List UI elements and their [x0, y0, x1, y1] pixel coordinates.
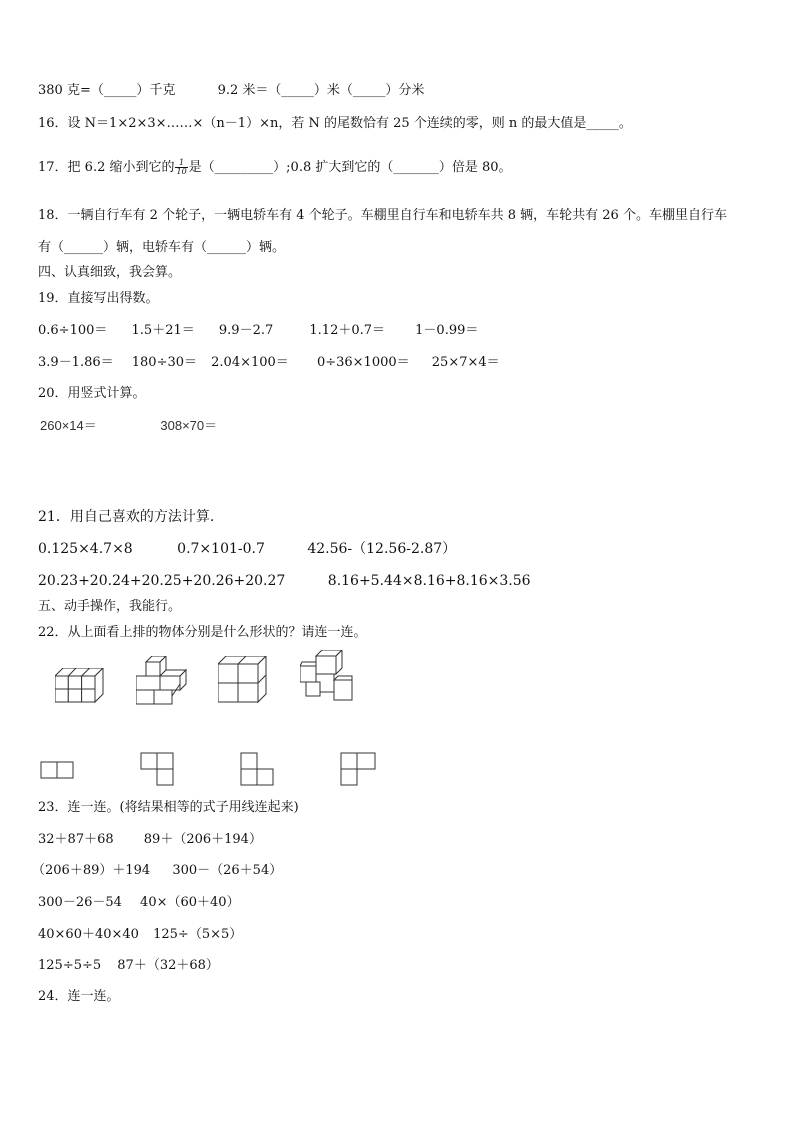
q23-right: 300－（26＋54）: [172, 863, 283, 878]
fraction-numerator: 1: [175, 159, 187, 168]
q23-left: （206＋89）＋194: [32, 863, 151, 878]
q23-right: 40×（60＋40）: [140, 895, 240, 910]
q16-line: 16．设 N＝1×2×3×……×（n－1）×n，若 N 的尾数恰有 25 个连续的零，则 n 的最大值是_____。: [38, 116, 632, 131]
q23-right: 87＋（32＋68）: [117, 958, 219, 973]
q19-item: 2.04×100＝: [211, 355, 289, 370]
cube-figure-4-shape: [300, 650, 352, 700]
q20-title: 20．用竖式计算。: [38, 386, 146, 401]
q19-item: 1－0.99＝: [415, 323, 479, 338]
q19-item: 1.5＋21＝: [131, 323, 195, 338]
q23-left: 40×60＋40×40: [38, 927, 139, 942]
q21-item: 0.125×4.7×8: [38, 541, 133, 557]
q22-title: 22．从上面看上排的物体分别是什么形状的？请连一连。: [38, 625, 367, 640]
cube-figure-2: [136, 656, 188, 706]
q15-part-a: 380 克=（_____）千克: [38, 83, 176, 98]
q23-right: 125÷（5×5）: [153, 927, 243, 942]
q23-left: 300－26－54: [38, 895, 122, 910]
q21-row-1: [38, 540, 456, 558]
q23-left: 125÷5÷5: [38, 958, 102, 973]
q19-row-1: [38, 322, 478, 340]
q19-item: 1.12＋0.7＝: [309, 323, 386, 338]
q19-item: 9.9－2.7: [218, 323, 274, 338]
q23-row-1: [38, 831, 262, 849]
q18-line-2: 有（______）辆，电轿车有（______）辆。: [38, 240, 286, 255]
q19-item: 3.9－1.86＝: [38, 355, 114, 370]
top-view-4: [340, 752, 378, 788]
q19-item: 180÷30＝: [131, 355, 198, 370]
q19-item: 25×7×4＝: [431, 355, 500, 370]
q21-item: 8.16+5.44×8.16+8.16×3.56: [327, 573, 531, 589]
fraction-denominator: 10: [176, 167, 187, 176]
section-4-heading: 四、认真细致，我会算。: [38, 265, 182, 280]
cube-figure-1: [55, 668, 105, 704]
q19-item: 0.6÷100＝: [38, 323, 108, 338]
top-view-4-shape: [341, 753, 375, 785]
q21-title: 21．用自己喜欢的方法计算.: [38, 509, 215, 525]
q24-title: 24．连一连。: [38, 989, 120, 1004]
q20-item: 308×70＝: [160, 418, 218, 433]
top-view-1: [40, 760, 76, 780]
fraction-one-tenth: [175, 159, 187, 176]
q20-item: 260×14＝: [40, 418, 97, 433]
q23-title: 23．连一连。(将结果相等的式子用线连起来): [38, 800, 299, 815]
cube-figure-4: [300, 650, 354, 704]
q23-row-2: [32, 862, 282, 880]
section-5-heading: 五、动手操作，我能行。: [38, 599, 182, 614]
q18-line-1: 18．一辆自行车有 2 个轮子，一辆电轿车有 4 个轮子。车棚里自行车和电轿车共 8 辆，车轮共有 26 个。车棚里自行车: [38, 208, 727, 223]
q15-part-b: 9.2 米＝（_____）米（_____）分米: [217, 83, 425, 98]
cube-figure-3: [218, 656, 268, 704]
q15-line: [38, 82, 424, 100]
q17-line: [38, 159, 512, 177]
cube-figure-2-shape: [136, 656, 186, 704]
q19-title: 19．直接写出得数。: [38, 291, 159, 306]
q19-item: 0÷36×1000＝: [316, 355, 410, 370]
cube-figure-3-shape: [218, 656, 266, 702]
q23-right: 89＋（206＋194）: [143, 832, 262, 847]
top-view-2: [140, 752, 176, 788]
q21-item: 42.56-（12.56-2.87）: [307, 541, 457, 557]
q20-row: [40, 417, 217, 435]
q21-item: 0.7×101-0.7: [177, 541, 265, 557]
q19-row-2: [38, 354, 500, 372]
q23-row-3: [38, 894, 240, 912]
q21-item: 20.23+20.24+20.25+20.26+20.27: [38, 573, 286, 589]
top-view-3-shape: [241, 753, 273, 785]
top-view-1-shape: [41, 762, 73, 778]
q23-row-5: [38, 957, 219, 975]
top-view-2-shape: [141, 753, 173, 785]
q17-part-a: 17．把 6.2 缩小到它的: [38, 160, 175, 175]
q23-left: 32＋87＋68: [38, 832, 114, 847]
q23-row-4: [38, 926, 242, 944]
q17-part-b: 是（_________）;0.8 扩大到它的（_______）倍是 80。: [188, 160, 512, 175]
cube-figure-1-shape: [55, 668, 103, 702]
q21-row-2: [38, 572, 531, 590]
top-view-3: [240, 752, 276, 788]
